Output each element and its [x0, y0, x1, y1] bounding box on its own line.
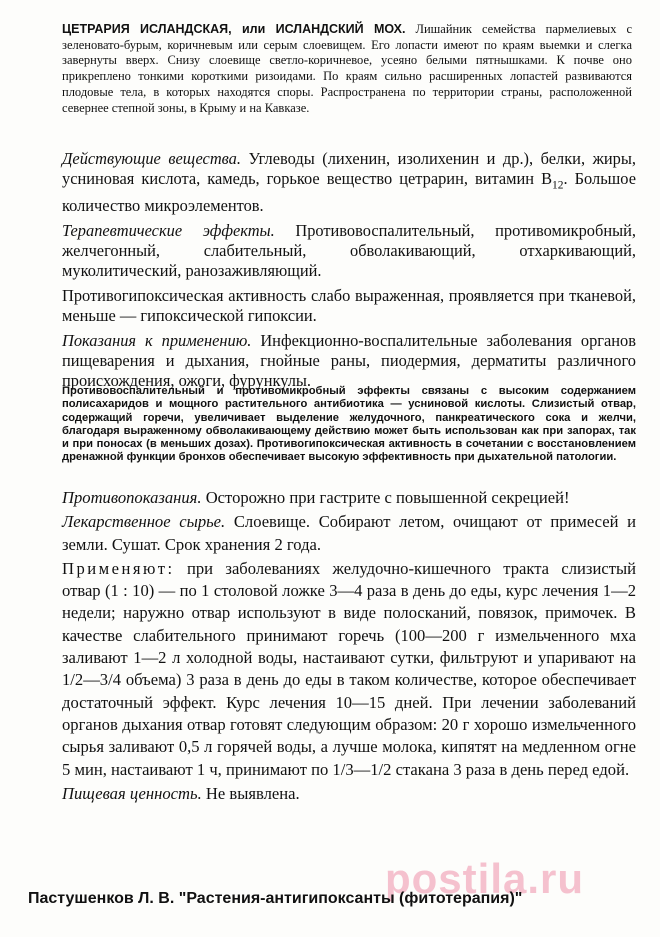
application-paragraph: [62, 558, 636, 781]
effects-label: Терапевтические эффекты.: [62, 220, 275, 240]
nutrition-paragraph: [62, 783, 636, 805]
raw-material-text: Слоевище. Собирают летом, очищают от примесей и земли. Сушат. Срок хранения 2 года.: [62, 512, 636, 554]
indications-text: Инфекционно-воспалительные заболевания органов пищеварения и дыхания, гнойные раны, пиодермия, дерматиты различного происхождения, ожоги, фурункулы.: [62, 330, 636, 391]
effects-paragraph: [62, 221, 636, 282]
active-substances-paragraph: [62, 149, 636, 217]
indications-paragraph: [62, 331, 636, 392]
article-heading: ЦЕТРАРИЯ ИСЛАНДСКАЯ, или ИСЛАНДСКИЙ МОХ.: [62, 22, 406, 36]
hypoxic-paragraph: Противогипоксическая активность слабо выраженная, проявляется при тканевой, меньше — гипоксической гипоксии.: [62, 285, 636, 326]
effects-text: Противовоспалительный, противомикробный, желчегонный, слабительный, обволакивающий, отхаркивающий, муколитический, ранозаживляющий.: [62, 220, 636, 281]
contraindications-text: Осторожно при гастрите с повышенной секрецией!: [205, 488, 570, 507]
contraindications-label: Противопоказания.: [62, 488, 202, 507]
raw-material-label: Лекарственное сырье.: [62, 512, 226, 532]
active-substances-label: Действующие вещества.: [62, 149, 241, 168]
nutrition-text: Не выявлена.: [205, 783, 300, 803]
vitamin-subscript: 12: [552, 179, 564, 192]
mechanism-note: Противовоспалительный и противомикробный эффекты связаны с высоким содержанием полисахаридов и мощного растительного антибиотика — усниновой кислоты. Слизистый отвар, содержащий горечи, увеличивает выделение желудочного, панкреатического сока и желчи, благодаря выраженному обволакивающему действию может быть использован как при запорах, так и при поносах (в меньших дозах). Противогипоксическая активность в сочетании с восстановлением дренажной функции бронхов обеспечивает высокую эффективность при дыхательной патологии.: [62, 385, 636, 464]
usage-section: [62, 487, 636, 807]
nutrition-label: Пищевая ценность.: [62, 783, 202, 803]
raw-material-paragraph: [62, 511, 636, 556]
description-text: Лишайник семейства пармелиевых с зеленовато-бурым, коричневым или серым слоевищем. Его лопасти имеют по краям выемки и слегка завернуты вверх. Снизу слоевище светло-коричневое, усеяно белыми пятнышками. К почве оно прикреплено тонкими короткими ризоидами. По краям сильно расширенных лопастей развиваются плодовые тела, в которых находятся споры. Распространена по территории страны, расположенной севернее степной зоны, в Крыму и на Кавказе.: [62, 22, 632, 115]
source-citation: Пастушенков Л. В. "Растения-антигипоксанты (фитотерапия)": [28, 890, 523, 907]
contraindications-paragraph: [62, 487, 636, 509]
site-watermark: postila.ru: [385, 855, 585, 902]
active-substances-text-2: . Большое количество микроэлементов.: [62, 169, 636, 216]
species-description: [62, 22, 632, 116]
application-text: при заболеваниях желудочно-кишечного тракта слизистый отвар (1 : 10) — по 1 столовой ложке 3—4 раза в день до еды, курс лечения 1—2 недели; наружно отвар используют в виде полосканий, повязок, примочек. В качестве слабительного принимают горечь (100—200 г измельченного мха заливают 1—2 л холодной воды, настаивают сутки, фильтруют и упаривают на 1/2—3/4 объема) 3 раза в день до еды в таком количестве, которое обеспечивает достаточный эффект. Курс лечения 10—15 дней. При лечении заболеваний органов дыхания отвар готовят следующим образом: 20 г хорошо измельченного сырья заливают 0,5 л горячей воды, а лучше молока, кипятят на медленном огне 5 мин, настаивают 1 ч, принимают по 1/3—1/2 стакана 3 раза в день перед едой.: [62, 558, 636, 779]
indications-label: Показания к применению.: [62, 330, 252, 350]
properties-section: [62, 149, 636, 396]
application-label: Применяют:: [62, 558, 175, 578]
active-substances-text-1: Углеводы (лихенин, изолихенин и др.), белки, жиры, усниновая кислота, камедь, горькое вещество цетрарин, витамин В: [62, 149, 636, 189]
